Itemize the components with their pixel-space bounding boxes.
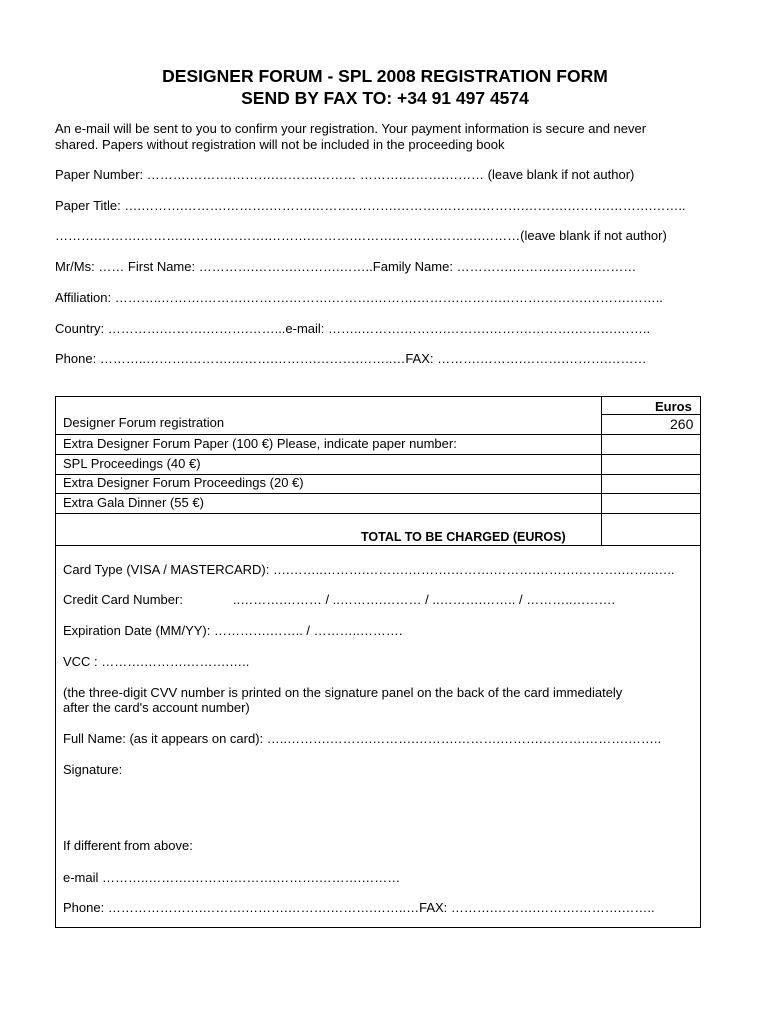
row-divider — [56, 513, 601, 514]
billing-phone-fax-field[interactable]: Phone: ………………….……….……….……….……….……..…FAX: ……….……….……….……….…….. — [63, 900, 655, 915]
phone-fax-field[interactable]: Phone: ………..……….……….……….……….……….……..…FAX: ……….……….……….……….……… — [55, 351, 647, 366]
row-designer-forum-registration: Designer Forum registration — [63, 415, 225, 430]
full-name-field[interactable]: Full Name: (as it appears on card): …..……….……….……….……….……….……….……….……….…….. — [63, 731, 662, 746]
row-extra-gala-dinner: Extra Gala Dinner (55 €) — [63, 495, 204, 510]
fax-number-title: SEND BY FAX TO: +34 91 497 4574 — [241, 88, 529, 108]
paper-number-field[interactable]: Paper Number: ……….……….……….……….……… ……….……….……… (leave blank if not author) — [55, 167, 635, 182]
expiration-date-field[interactable]: Expiration Date (MM/YY): ………….…….. / ………..………. — [63, 623, 403, 638]
intro-text — [55, 121, 720, 153]
billing-email-field[interactable]: e-mail ………..……….……….……….……….……….……… — [63, 870, 401, 885]
country-email-field[interactable]: Country: ………….……….……….……...e-mail: ……..……….……….……….……….……….……….…….. — [55, 321, 651, 336]
name-field[interactable]: Mr/Ms: …… First Name: ………….……….……….……..Family Name: ………….……….……….……… — [55, 259, 637, 274]
card-type-field[interactable]: Card Type (VISA / MASTERCARD): ….……..……….……….……….……….……….……….……….……..….. — [63, 562, 675, 577]
euros-column-divider — [601, 397, 602, 545]
payment-section-divider — [56, 545, 701, 546]
vcc-field[interactable]: VCC : ……….……….……….….. — [63, 654, 250, 669]
registration-table — [55, 396, 701, 928]
signature-label: Signature: — [63, 762, 123, 777]
if-different-label: If different from above: — [63, 838, 193, 853]
card-number-field[interactable]: ..……….……… / ..……….……… / ..……….…….. / ………..………. — [233, 592, 616, 607]
total-label: TOTAL TO BE CHARGED (EUROS) — [361, 530, 566, 544]
row-extra-paper: Extra Designer Forum Paper (100 €) Please, indicate paper number: — [63, 436, 457, 451]
card-number-label: Credit Card Number: — [63, 592, 183, 607]
paper-title-continued-field[interactable]: ……….……….……….……….……….……….……….……….……….……….………(leave blank if not author) — [55, 228, 667, 243]
row-divider — [56, 493, 701, 494]
paper-title-field[interactable]: Paper Title: ….……….……….……….……….……….……….……….……….……….……….……….……….…….. — [55, 198, 686, 213]
cvv-note-line-2: after the card's account number) — [63, 700, 250, 715]
euros-header: Euros — [655, 399, 692, 414]
row-spl-proceedings: SPL Proceedings (40 €) — [63, 456, 201, 471]
row-divider — [56, 454, 701, 455]
form-title: DESIGNER FORUM - SPL 2008 REGISTRATION FORM — [162, 66, 608, 86]
intro-line-2: shared. Papers without registration will not be included in the proceeding book — [55, 137, 505, 152]
cvv-note-line-1: (the three-digit CVV number is printed on the signature panel on the back of the card immediately — [63, 685, 623, 700]
row-divider — [601, 513, 701, 514]
registration-amount: 260 — [670, 416, 694, 432]
intro-line-1: An e-mail will be sent to you to confirm your registration. Your payment information is secure and never — [55, 121, 647, 136]
row-divider — [56, 434, 701, 435]
row-extra-proceedings: Extra Designer Forum Proceedings (20 €) — [63, 475, 304, 490]
affiliation-field[interactable]: Affiliation: ………..……….……….……….……….……….……….……….……….……….……….……….…….. — [55, 290, 663, 305]
